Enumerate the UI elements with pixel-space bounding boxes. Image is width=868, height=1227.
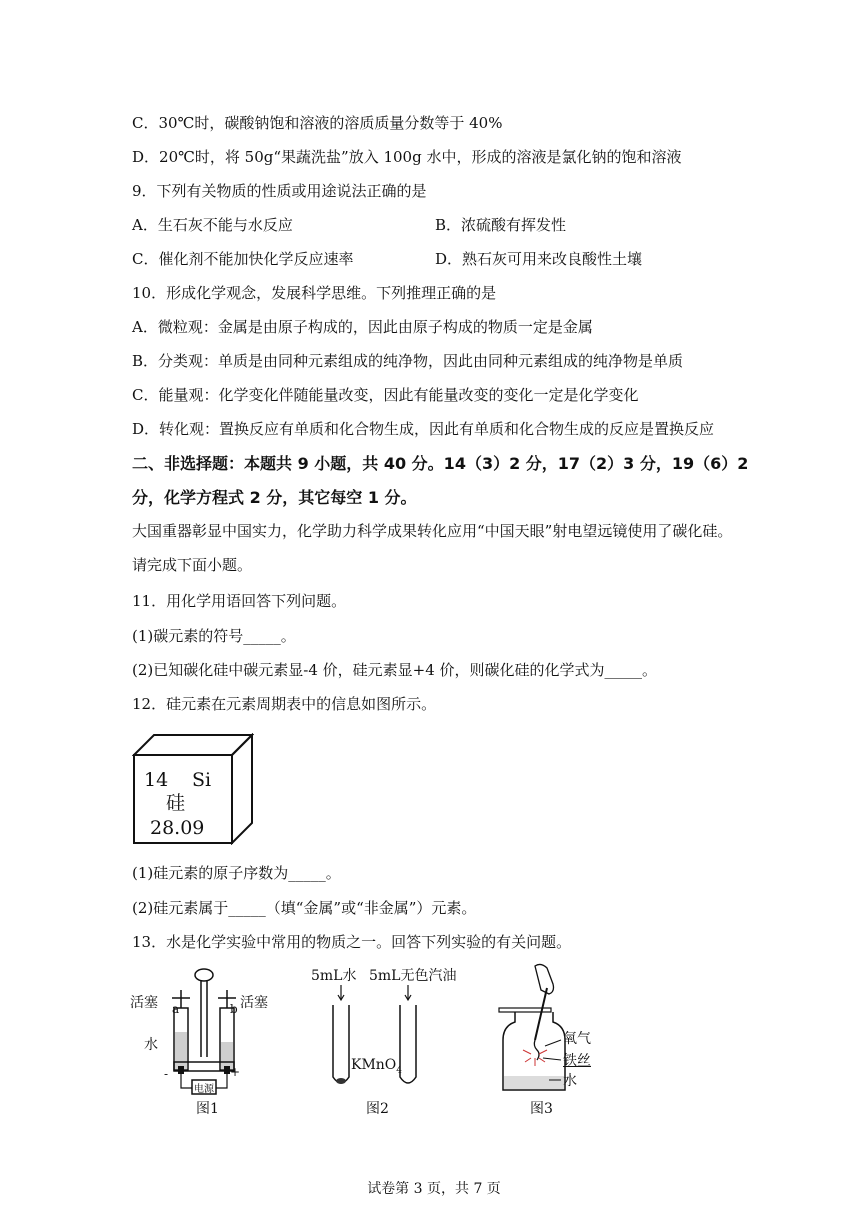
page-footer: 试卷第 3 页，共 7 页 [367, 1181, 501, 1197]
q9-option-b: B．浓硫酸有挥发性 [435, 216, 567, 234]
q11-stem: 11．用化学用语回答下列问题。 [132, 592, 347, 610]
q8-option-c: C．30℃时，碳酸钠饱和溶液的溶质质量分数等于 40% [132, 114, 503, 132]
element-symbol: Si [192, 769, 212, 791]
fig1-label-stopcock-right: 活塞 [240, 995, 268, 1011]
fig3-caption: 图3 [530, 1101, 553, 1117]
element-atomic-mass: 28.09 [150, 817, 205, 839]
q12-part2: (2)硅元素属于_____（填“金属”或“非金属”）元素。 [132, 899, 477, 917]
element-atomic-number: 14 [144, 769, 169, 791]
intro-line2: 请完成下面小题。 [132, 556, 253, 574]
q10-option-c: C．能量观：化学变化伴随能量改变，因此有能量改变的变化一定是化学变化 [132, 386, 639, 404]
fig3-label-oxygen: 氧气 [563, 1031, 591, 1047]
fig1-label-a: a [172, 1002, 180, 1016]
q11-part2: (2)已知碳化硅中碳元素显-4 价，硅元素显+4 价，则碳化硅的化学式为_____。 [132, 661, 658, 679]
figure-3-iron-combustion [495, 962, 605, 1102]
q10-stem: 10．形成化学观念，发展科学思维。下列推理正确的是 [132, 284, 497, 302]
section-2-heading-line1: 二、非选择题：本题共 9 小题，共 40 分。14（3）2 分，17（2）3 分，19（6）2 [132, 454, 749, 473]
q9-option-d: D．熟石灰可用来改良酸性土壤 [435, 250, 643, 268]
q10-option-b: B．分类观：单质是由同种元素组成的纯净物，因此由同种元素组成的纯净物是单质 [132, 352, 684, 370]
fig1-label-water: 水 [144, 1037, 158, 1053]
q12-stem: 12．硅元素在元素周期表中的信息如图所示。 [132, 695, 437, 713]
q8-option-d: D．20℃时，将 50g“果蔬洗盐”放入 100g 水中，形成的溶液是氯化钠的饱和溶液 [132, 148, 682, 166]
q9-option-a: A．生石灰不能与水反应 [132, 216, 293, 234]
q9-stem: 9．下列有关物质的性质或用途说法正确的是 [132, 182, 427, 200]
fig2-label-water: 5mL水 [311, 968, 357, 984]
fig1-label-minus: - [164, 1067, 169, 1081]
fig2-label-oil: 5mL无色汽油 [369, 968, 457, 984]
figure-2-test-tubes [305, 965, 475, 1095]
fig1-label-plus: + [230, 1065, 241, 1079]
fig2-label-kmno4: KMnO$_4$ [351, 1057, 403, 1076]
fig3-label-iron-wire: 铁丝 [563, 1053, 591, 1069]
q10-option-a: A．微粒观：金属是由原子构成的，因此由原子构成的物质一定是金属 [132, 318, 593, 336]
fig2-caption: 图2 [366, 1101, 389, 1117]
q12-part1: (1)硅元素的原子序数为_____。 [132, 864, 341, 882]
intro-line1: 大国重器彰显中国实力，化学助力科学成果转化应用“中国天眼”射电望远镜使用了碳化硅。 [132, 522, 733, 540]
fig1-caption: 图1 [196, 1101, 219, 1117]
fig1-label-b: b [230, 1002, 238, 1016]
fig1-label-power: 电源 [194, 1084, 214, 1095]
element-name: 硅 [166, 792, 186, 814]
fig1-label-stopcock-left: 活塞 [130, 995, 158, 1011]
section-2-heading-line2: 分，化学方程式 2 分，其它每空 1 分。 [132, 488, 417, 507]
figure-1-electrolysis [130, 962, 280, 1102]
q9-option-c: C．催化剂不能加快化学反应速率 [132, 250, 354, 268]
q11-part1: (1)碳元素的符号_____。 [132, 627, 296, 645]
q10-option-d: D．转化观：置换反应有单质和化合物生成，因此有单质和化合物生成的反应是置换反应 [132, 420, 715, 438]
fig3-label-water: 水 [563, 1073, 577, 1089]
element-cell-silicon [132, 733, 254, 845]
q13-stem: 13．水是化学实验中常用的物质之一。回答下列实验的有关问题。 [132, 933, 572, 951]
